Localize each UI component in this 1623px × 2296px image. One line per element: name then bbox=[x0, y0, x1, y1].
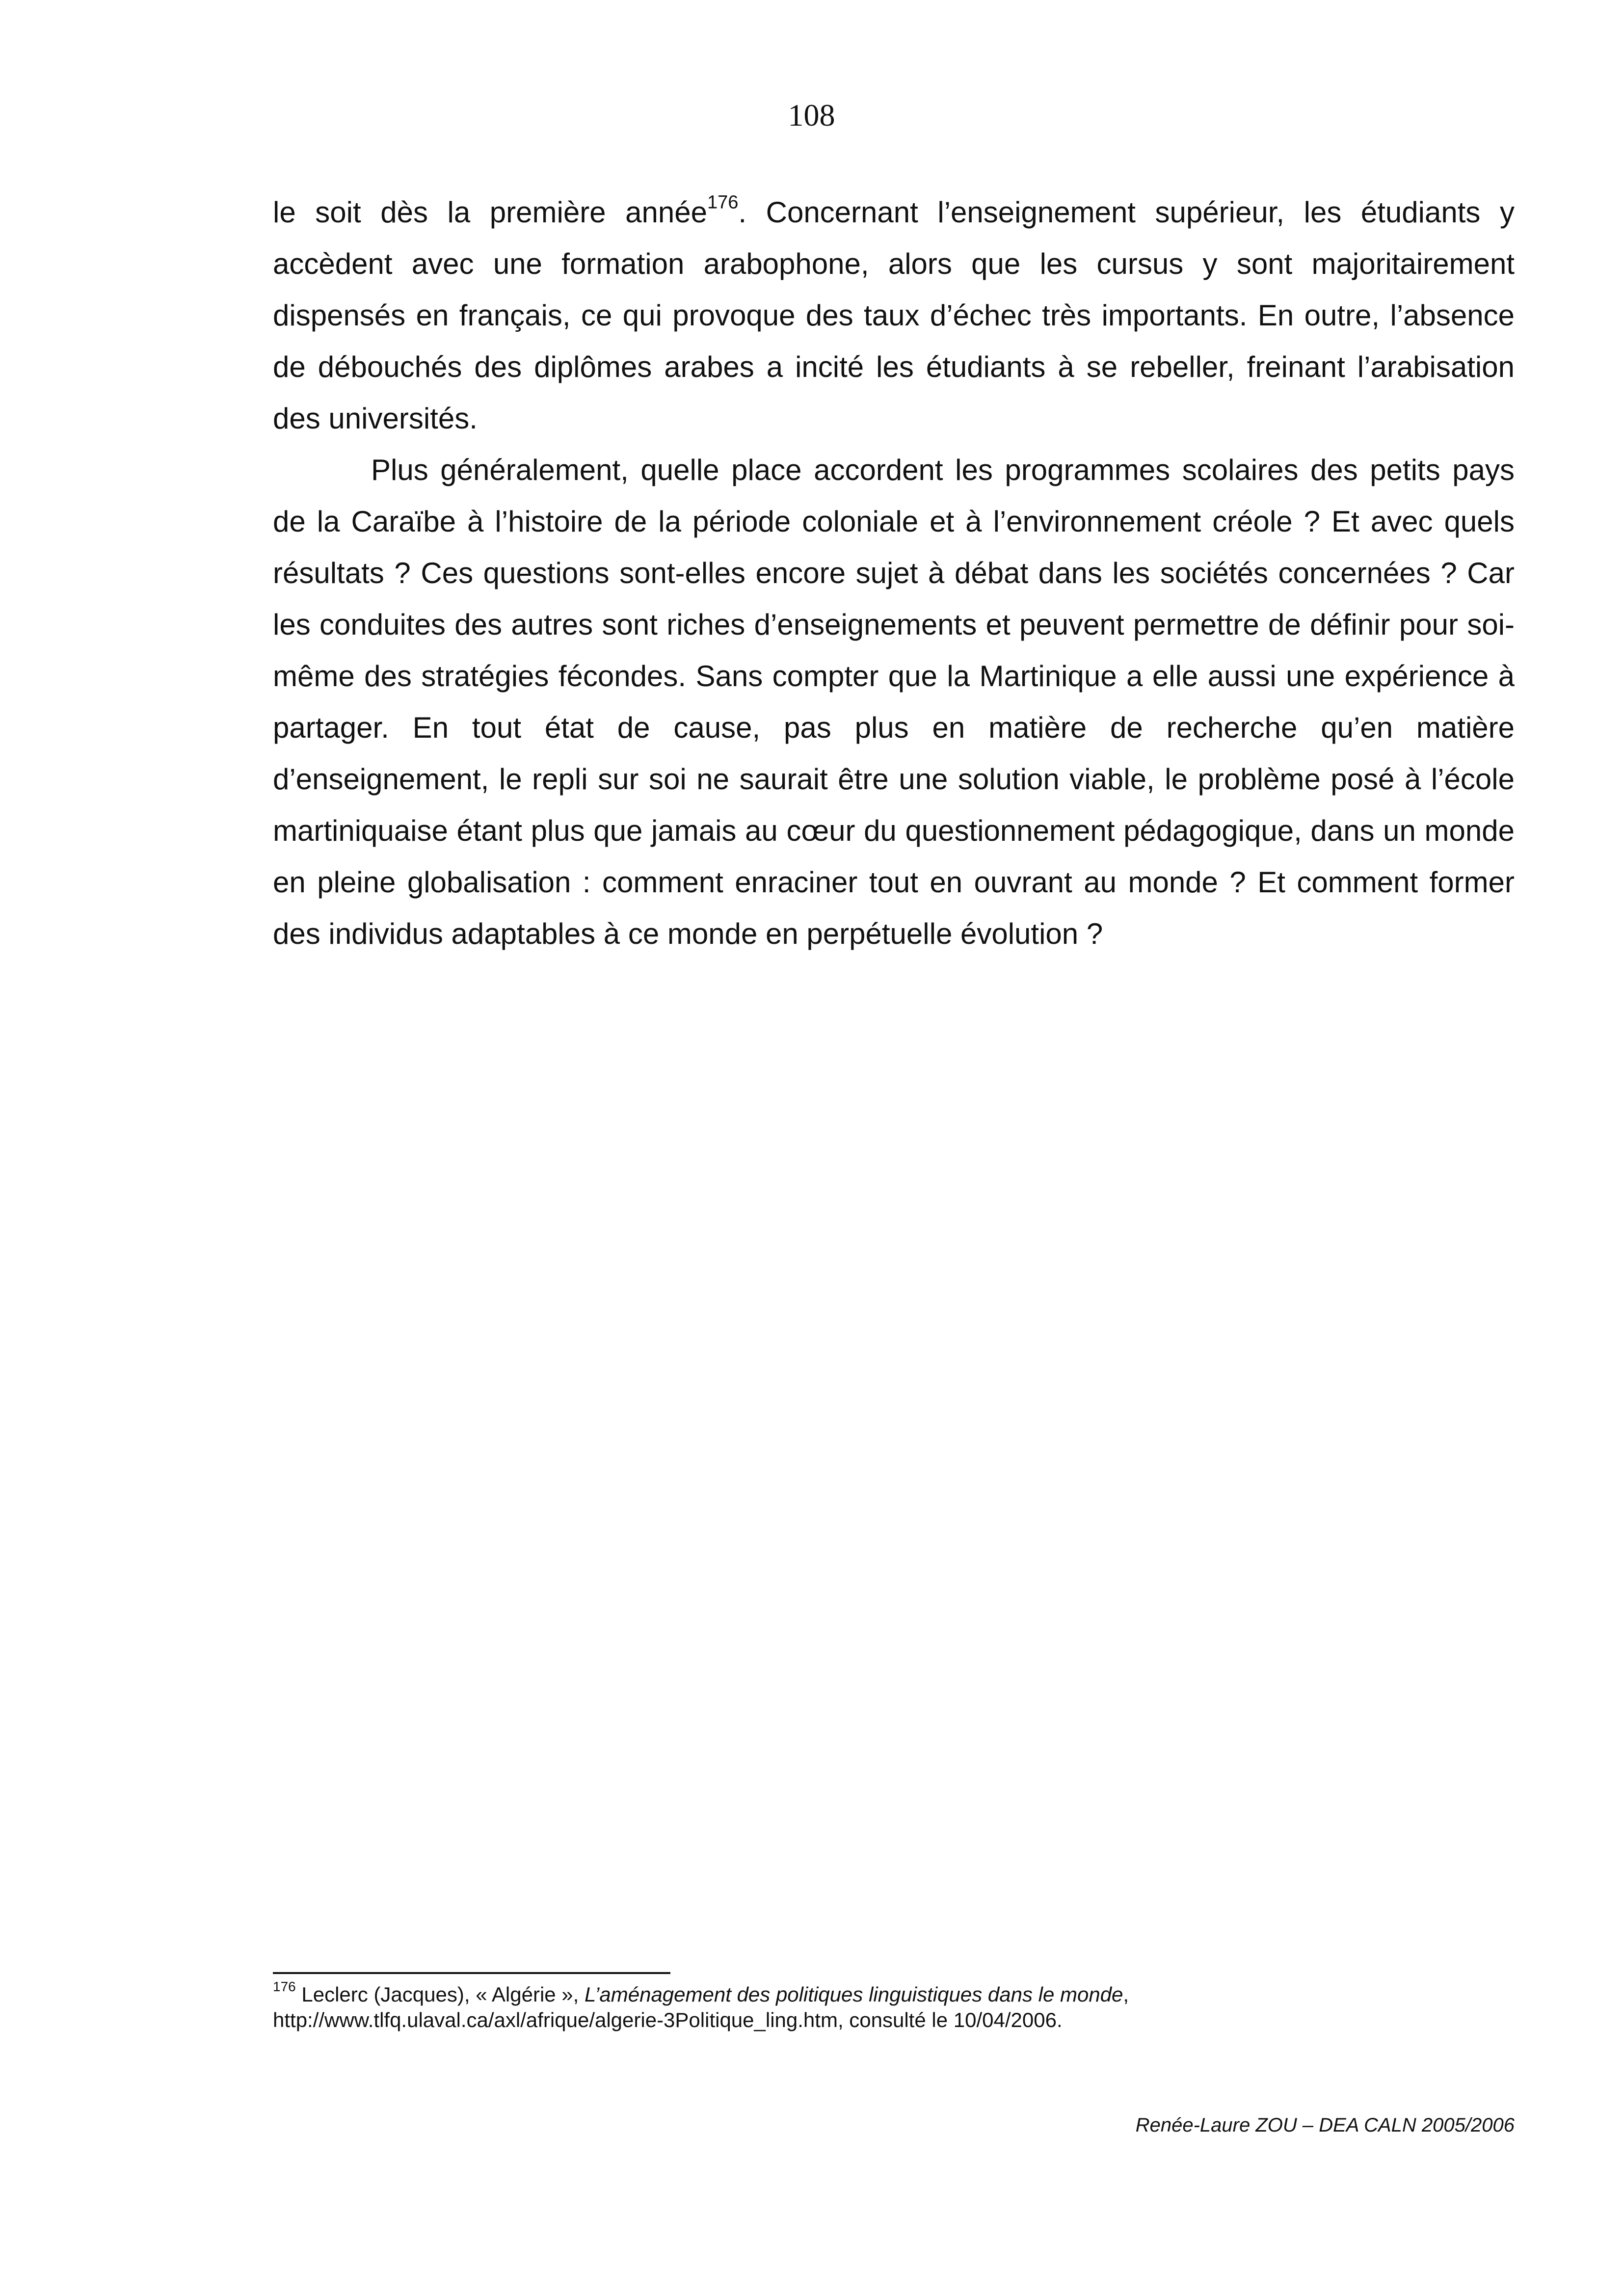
footnote-title: L’aménagement des politiques linguistiques dans le monde bbox=[585, 1983, 1123, 2006]
footnote-separator bbox=[273, 1972, 670, 1974]
footnote-number: 176 bbox=[273, 1979, 296, 1994]
footnote-author: Leclerc (Jacques), « Algérie », bbox=[295, 1983, 585, 2006]
page-number: 108 bbox=[788, 98, 835, 133]
footnote-reference[interactable]: 176 bbox=[707, 192, 739, 213]
paragraph-2: Plus généralement, quelle place accordent les programmes scolaires des petits pays de la Caraïbe à l’histoire de la période coloniale et à l’environnement créole ? Et avec quels résultats ? Ces questions sont-elles encore sujet à débat dans les sociétés concernées ? Car les conduites des autres sont riches d’enseignements et peuvent permettre de définir pour soi-même des stratégies fécondes. Sans compter que la Martinique a elle aussi une expérience à partager. En tout état de cause, pas plus en matière de recherche qu’en matière d’enseignement, le repli sur soi ne saurait être une solution viable, le problème posé à l’école martiniquaise étant plus que jamais au cœur du questionnement pédagogique, dans un monde en pleine globalisation : comment enraciner tout en ouvrant au monde ? Et comment former des individus adaptables à ce monde en perpétuelle évolution ? bbox=[273, 454, 1515, 950]
paragraph-1-text-end: . Concernant l’enseignement supérieur, les étudiants y accèdent avec une formation arabophone, alors que les cursus y sont majoritairement dispensés en français, ce qui provoque des taux d’échec très importants. En outre, l’absence de débouchés des diplômes arabes a incité les étudiants à se rebeller, freinant l’arabisation des universités. bbox=[273, 196, 1515, 435]
body-text bbox=[273, 187, 1515, 960]
paragraph-1 bbox=[273, 187, 1515, 444]
paragraph-1-text-start: le soit dès la première année bbox=[273, 196, 707, 229]
page-footer: Renée-Laure ZOU – DEA CALN 2005/2006 bbox=[1135, 2114, 1515, 2136]
footnote-rest: , http://www.tlfq.ulaval.ca/axl/afrique/algerie-3Politique_ling.htm, consulté le 10/04/2006. bbox=[273, 1983, 1129, 2031]
footnote bbox=[273, 1979, 1515, 2033]
